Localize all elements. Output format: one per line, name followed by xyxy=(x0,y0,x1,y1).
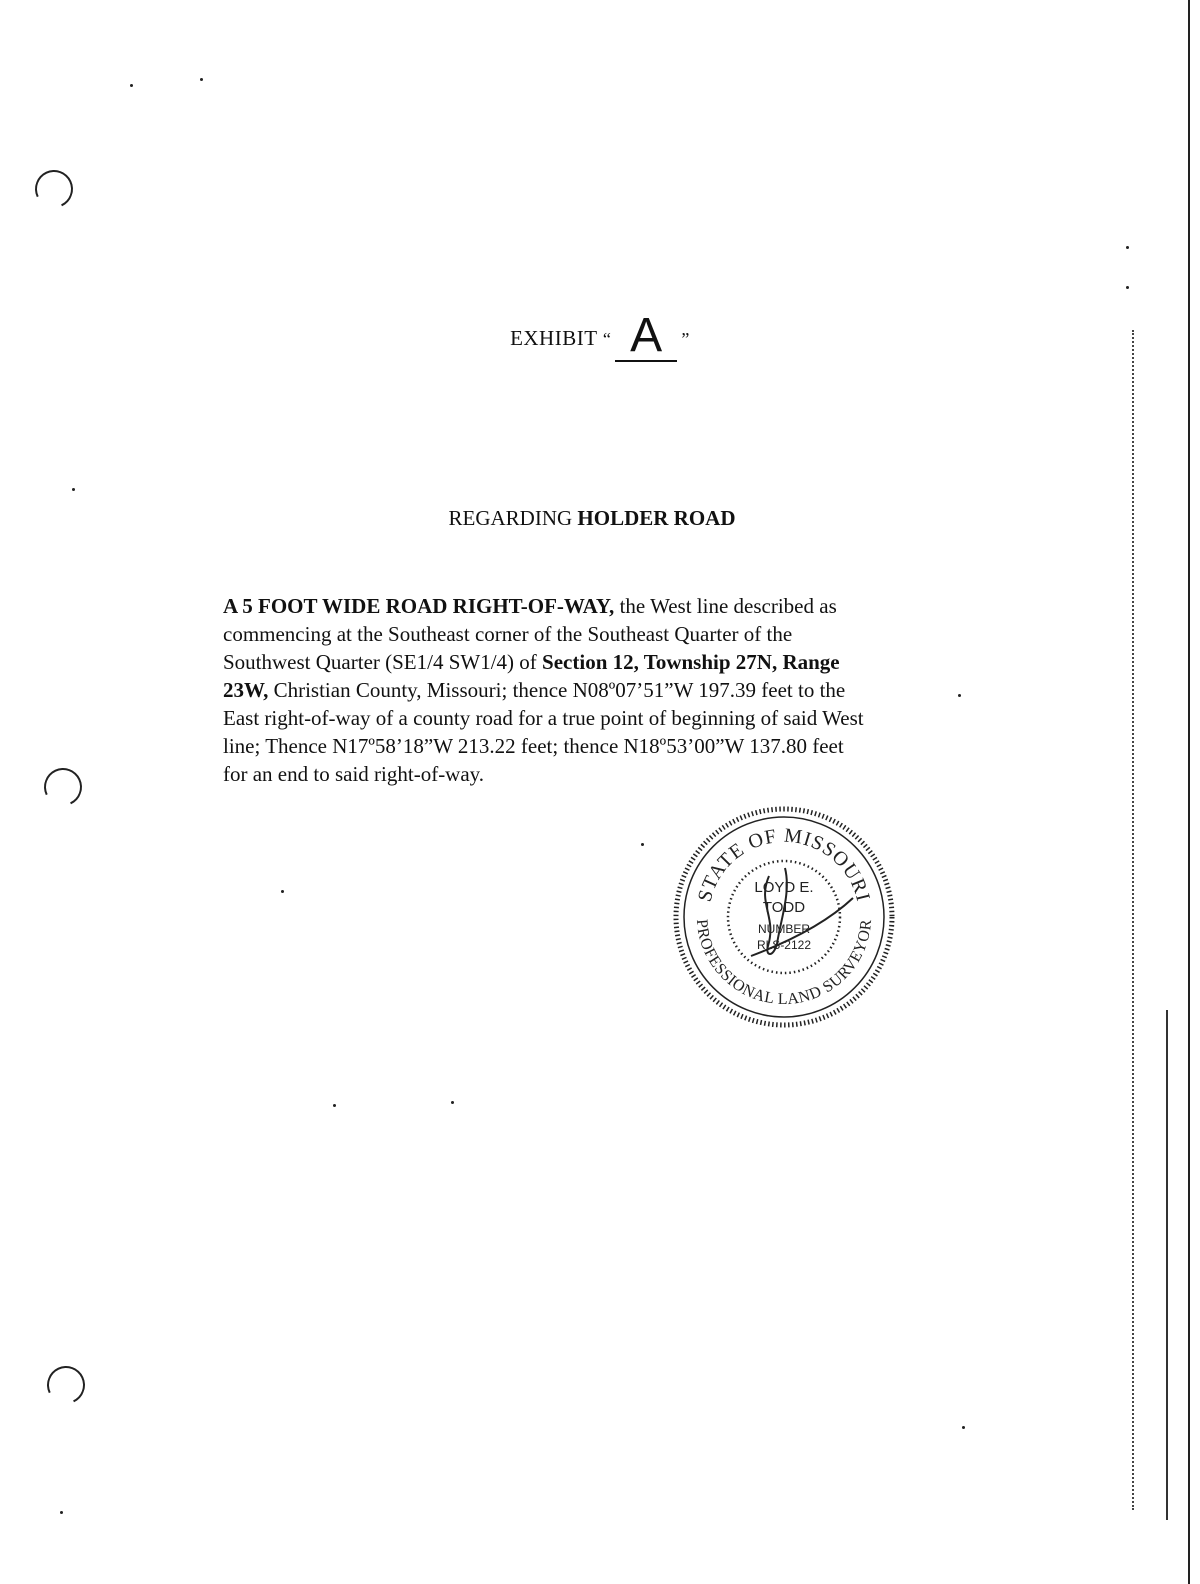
scan-speck xyxy=(1126,286,1129,289)
description-run: for an end to said right-of-way. xyxy=(223,762,485,786)
scan-speck xyxy=(60,1511,63,1514)
document-heading xyxy=(0,506,1184,531)
exhibit-close-quote: ” xyxy=(681,329,690,349)
description-run: Southwest Quarter (SE1/4 SW1/4) of xyxy=(223,650,543,674)
scan-edge-solid xyxy=(1166,1010,1168,1520)
scan-speck xyxy=(333,1104,336,1107)
legal-description xyxy=(223,592,948,788)
seal-name-last: TODD xyxy=(762,899,806,916)
description-bold-run: Section 12, Township 27N, Range xyxy=(542,650,840,674)
heading-road-name: HOLDER ROAD xyxy=(577,506,736,530)
scan-speck xyxy=(641,843,644,846)
exhibit-label: EXHIBIT xyxy=(510,326,598,350)
description-run: the West line described as xyxy=(614,594,837,618)
seal-inner-ring xyxy=(728,861,840,973)
punch-hole-middle xyxy=(39,763,88,812)
seal-number-label: NUMBER xyxy=(757,922,811,936)
punch-hole-bottom xyxy=(42,1361,91,1410)
punch-hole-top xyxy=(30,165,79,214)
description-run: commencing at the Southeast corner of the Southeast Quarter of the xyxy=(223,622,793,646)
scan-speck xyxy=(962,1426,965,1429)
seal-text-bottom: PROFESSIONAL LAND SURVEYOR xyxy=(692,918,876,1009)
description-line xyxy=(223,732,948,760)
description-bold-run: 23W, xyxy=(223,678,269,702)
scan-speck xyxy=(451,1101,454,1104)
seal-text-top: STATE OF MISSOURI xyxy=(693,824,875,905)
description-line xyxy=(223,592,948,620)
description-line xyxy=(223,648,948,676)
description-line xyxy=(223,620,948,648)
scan-speck xyxy=(200,78,203,81)
seal-rim xyxy=(684,817,884,1017)
description-line xyxy=(223,704,948,732)
exhibit-open-quote: “ xyxy=(602,329,612,349)
description-run: Christian County, Missouri; thence N08º07’51”W 197.39 feet to the xyxy=(268,678,846,702)
page-edge xyxy=(1188,0,1190,1584)
scan-speck xyxy=(72,488,75,491)
scan-speck xyxy=(958,694,961,697)
surveyor-seal xyxy=(673,806,895,1028)
seal-name-first: LOYD E. xyxy=(754,879,814,896)
heading-prefix: REGARDING xyxy=(448,506,573,530)
description-line xyxy=(223,676,948,704)
description-run: line; Thence N17º58’18”W 213.22 feet; thence N18º53’00”W 137.80 feet xyxy=(223,734,844,758)
description-run: East right-of-way of a county road for a true point of beginning of said West xyxy=(223,706,864,730)
scan-speck xyxy=(1126,246,1129,249)
exhibit-letter: A xyxy=(615,312,677,362)
scan-speck xyxy=(130,84,133,87)
description-bold-run: A 5 FOOT WIDE ROAD RIGHT-OF-WAY, xyxy=(223,594,615,618)
seal-number: RLS-2122 xyxy=(756,938,812,952)
exhibit-title xyxy=(0,309,1200,362)
description-line xyxy=(223,760,948,788)
scan-speck xyxy=(281,890,284,893)
